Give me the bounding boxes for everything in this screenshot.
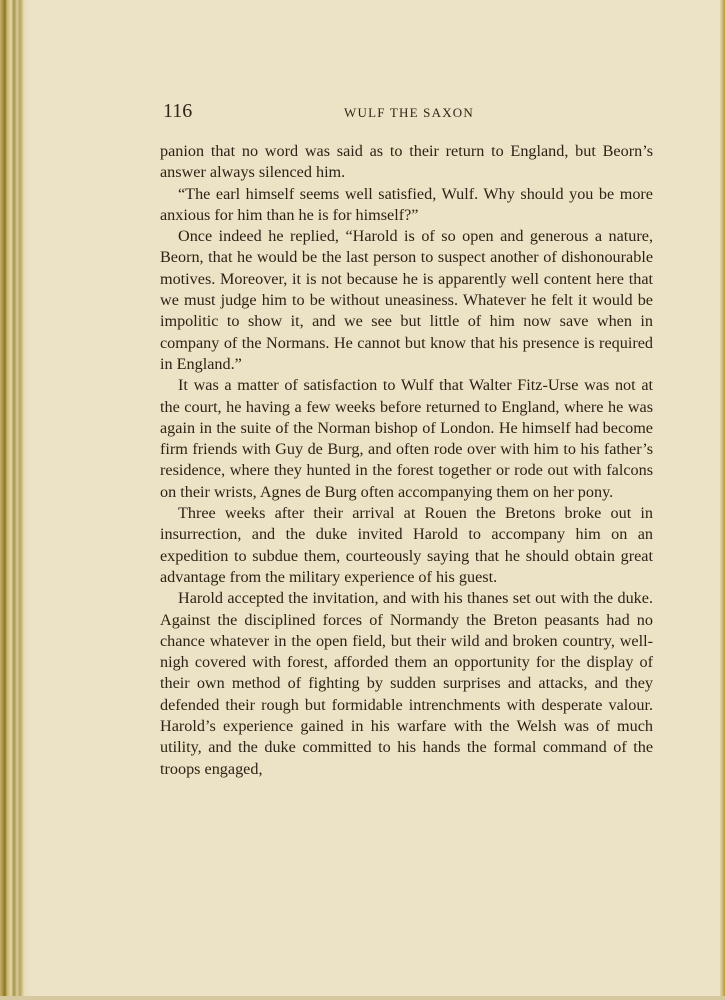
paragraph: Once indeed he replied, “Harold is of so open and generous a nature, Beorn, that he would be the last person to suspect another of dishonourable motives. Moreover, it is not because he is apparently well content here that we must judge him to be without uneasiness. Whatever he felt it would be impolitic to show it, and we see but little of him now save when in company of the Normans. He cannot but know that his presence is required in England.”	[160, 227, 653, 373]
paragraph: “The earl himself seems well satisfied, Wulf. Why should you be more anxious for him than he is for himself?”	[160, 184, 653, 224]
page-bottom-edge	[0, 996, 725, 1000]
paragraph: Harold accepted the invitation, and with his thanes set out with the duke. Against the disciplined forces of Normandy the Breton peasants had no chance whatever in the open field, but their wild and broken country, well-nigh covered with forest, afforded them an opportunity for the display of their own method of fighting by sudden surprises and attacks, and they defended their rough but formidable intrenchments with desperate valour. Harold’s experience gained in his warfare with the Welsh was of much utility, and the duke committed to his hands the formal command of the troops engaged,	[160, 589, 653, 778]
page-number: 116	[163, 100, 193, 122]
body-text	[160, 141, 653, 780]
paragraph: It was a matter of satisfaction to Wulf that Walter Fitz-Urse was not at the court, he having a few weeks before returned to England, where he was again in the suite of the Norman bishop of London. He himself had become firm friends with Guy de Burg, and often rode over with him to his father’s residence, where they hunted in the forest together or rode out with falcons on their wrists, Agnes de Burg often accompanying them on her pony.	[160, 376, 653, 501]
page-header	[163, 100, 655, 124]
paragraph: Three weeks after their arrival at Rouen the Bretons broke out in insurrection, and the duke invited Harold to accompany him on an expedition to subdue them, courteously saying that he should obtain great advantage from the military experience of his guest.	[160, 504, 653, 586]
book-binding-edge	[0, 0, 30, 1000]
running-head: WULF THE SAXON	[344, 105, 474, 120]
page-right-edge	[720, 0, 725, 1000]
paragraph: panion that no word was said as to their return to England, but Beorn’s answer always silenced him.	[160, 142, 653, 182]
